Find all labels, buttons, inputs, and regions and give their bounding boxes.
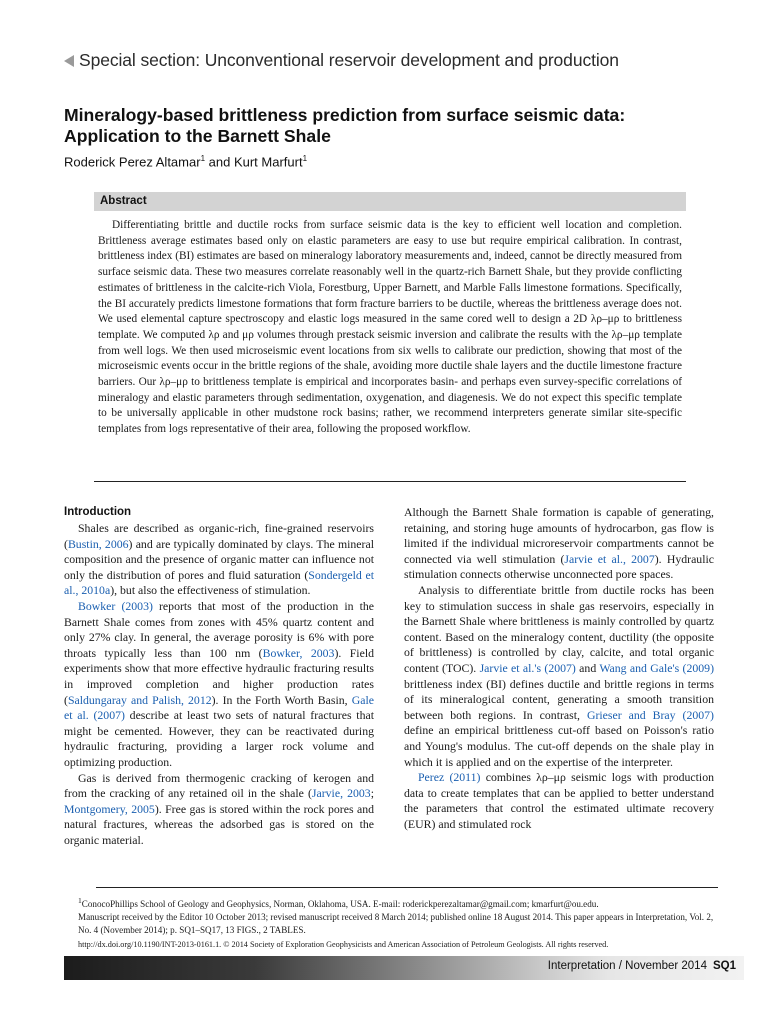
section-header: [64, 50, 744, 71]
page-number: SQ1: [712, 960, 736, 972]
abstract-box: [94, 192, 686, 438]
body-text: Analysis to differentiate brittle from ductile rocks has been key to stimulation success in shale gas reservoirs, especially in the Barnett Shale where brittleness is mainly controlled by quartz content. Based on the mineralogy content, ductility (the opposite of brittleness) is controlled by clay, calcite, and total organic content (TOC).: [404, 582, 714, 675]
paragraph: [64, 771, 374, 849]
body-text: define an empirical brittleness cut-off based on Poisson's ratio and Young's modulus. The cut-off depends on the shale play in which it is applied and on the expertise of the interpreter.: [404, 723, 714, 769]
body-text: ), but also the effectiveness of stimulation.: [110, 583, 311, 598]
footnote-received: Manuscript received by the Editor 10 October 2013; revised manuscript received 8 March 2014; published online 18 August 2014. This paper appears in Interpretation, Vol. 2, No. 4 (November 2014); p. SQ1–SQ17, 13 FIGS., 2 TABLES.: [78, 912, 714, 936]
citation-link[interactable]: Bustin, 2006: [67, 536, 129, 551]
citation-link[interactable]: Perez (2011): [418, 770, 481, 785]
paragraph: [64, 521, 374, 599]
body-text: reports that most of the production in the Barnett Shale comes from zones with 45% quartz content and only 27% clay. In general, the average porosity is 6% with pore throats typically less than 100 nm (: [64, 598, 375, 660]
paragraph: [64, 599, 374, 771]
body-text: combines λρ–μρ seismic logs with production data to create templates that can be applied to better understand the parameters that control the estimated ultimate recovery (EUR) and stimulated rock: [404, 770, 714, 831]
body-text: describe at least two sets of natural fractures that might be cemented. However, they can be reactivated during hydraulic fracturing, providing a larger rock volume and optimizing production.: [64, 708, 374, 769]
journal-issue: Interpretation / November 2014: [547, 960, 707, 972]
footnote-doi: http://dx.doi.org/10.1190/INT-2013-0161.1. © 2014 Society of Exploration Geophysicists and American Association of Petroleum Geologists. All rights reserved.: [78, 939, 609, 949]
section-label: Special section: Unconventional reservoir development and production: [79, 50, 619, 70]
abstract-text: Differentiating brittle and ductile rocks from surface seismic data is the key to efficient well location and completion. Brittleness average estimates based only on elastic parameters are easy to use but require empirical calibration. In contrast, brittleness index (BI) estimates are based on mineralogy laboratory measurements and, indeed, cannot be directly measured from surface seismic data. These two measures correlate reasonably well in the quartz-rich Barnett Shale, but they provide conflicting estimates of brittleness in the calcite-rich Viola, Forestburg, Upper Barnett, and Marble Falls limestone formations. Specifically, the BI accurately predicts limestone formations that form fracture barriers to be ductile, whereas the brittleness average does not. We used elemental capture spectroscopy and elastic logs measured in the same cored well to design a 2D λρ–μρ to brittleness template. We computed λρ and μρ volumes through prestack seismic inversion and calibrate the results with the λρ–μρ template from well logs. We then used microseismic event locations from six wells to calibrate our prediction, showing that most of the microseismic events occur in the brittle regions of the shale, avoiding more ductile shale layers and the ductile limestone fracture barriers. Our λρ–μρ to brittleness template is empirical and incorporates basin- and perhaps even survey-specific correlations of mineralogy and elastic parameters through sedimentation, oxygenation, and diagenesis. We do not expect this specific template to be universally applicable in other mudstone rock basins; rather, we recommend interpreters generate similar site-specific templates from logs representative of their area, following the proposed workflow.: [98, 219, 682, 436]
right-column: [404, 505, 714, 832]
citation-link[interactable]: Wang and Gale's (2009): [599, 660, 714, 675]
body-text: ;: [370, 786, 374, 801]
paragraph: [404, 505, 714, 583]
footnote-divider: [96, 887, 718, 888]
footnotes: [78, 894, 718, 951]
citation-link[interactable]: Grieser and Bray (2007): [586, 707, 714, 722]
body-text: Although the Barnett Shale formation is capable of generating, retaining, and storing huge amounts of hydrocarbon, gas flow is limited if the individual microreservoir compartments cannot be connected via well stimulation (: [404, 505, 714, 566]
body-text: ) and are typically dominated by clays. The mineral composition and the presence of organic matter can influence not only the distribution of pores and fluid saturation (: [64, 536, 374, 582]
footnote-affiliation: [78, 894, 718, 911]
author-line: [64, 154, 307, 169]
citation-link[interactable]: Bowker (2003): [78, 598, 153, 613]
citation-link[interactable]: Bowker, 2003: [262, 645, 335, 660]
author-name: Roderick Perez Altamar: [64, 154, 201, 170]
body-text: brittleness index (BI) defines ductile and brittle regions in terms of its mineralogical content, generating a smooth transition between both regions. In contrast,: [404, 676, 714, 722]
section-heading: Introduction: [64, 506, 132, 518]
paper-title: Mineralogy-based brittleness prediction from surface seismic data: Application to the Barnett Shale: [64, 105, 626, 146]
paragraph: [404, 583, 714, 770]
body-text: Gas is derived from thermogenic cracking of kerogen and from the cracking of any retained oil in the shale (: [64, 770, 374, 801]
author-name: Kurt Marfurt: [233, 154, 303, 170]
footer-label: [548, 960, 736, 972]
left-column: [64, 505, 374, 848]
citation-link[interactable]: Jarvie et al., 2007: [564, 551, 655, 566]
affiliation-text: ConocoPhillips School of Geology and Geophysics, Norman, Oklahoma, USA. E-mail: roderickperezaltamar@gmail.com; kmarfurt@ou.edu.: [81, 899, 599, 910]
abstract-divider: [94, 481, 686, 482]
citation-link[interactable]: Gale et al. (2007): [64, 692, 374, 723]
footnote-mark: 1: [78, 896, 82, 905]
author-affiliation-mark: 1: [200, 154, 206, 163]
back-triangle-icon: [64, 55, 74, 67]
body-text: Shales are described as organic-rich, fine-grained reservoirs (: [64, 521, 374, 551]
citation-link[interactable]: Montgomery, 2005: [64, 801, 155, 816]
body-text: ). Free gas is stored within the rock pores and natural fractures, whereas the adsorbed gas is stored on the organic material.: [64, 801, 375, 847]
citation-link[interactable]: Sondergeld et al., 2010a: [64, 567, 374, 598]
citation-link[interactable]: Jarvie et al.'s (2007): [479, 660, 576, 675]
footer-bar: [64, 956, 744, 980]
abstract-heading: Abstract: [94, 192, 686, 211]
author-affiliation-mark: 1: [302, 154, 308, 163]
citation-link[interactable]: Saldungaray and Palish, 2012: [67, 692, 212, 707]
citation-link[interactable]: Jarvie, 2003: [311, 786, 371, 801]
body-text: ). Field experiments show that more effective hydraulic fracturing results in improved completion and higher production rates (: [64, 645, 374, 707]
paragraph: [404, 770, 714, 832]
body-text: and: [575, 660, 600, 675]
body-text: ). Hydraulic stimulation connects otherwise unconnected pore spaces.: [404, 551, 714, 582]
author-conjunction: and: [205, 154, 234, 170]
body-text: ). In the Forth Worth Basin,: [211, 692, 352, 707]
